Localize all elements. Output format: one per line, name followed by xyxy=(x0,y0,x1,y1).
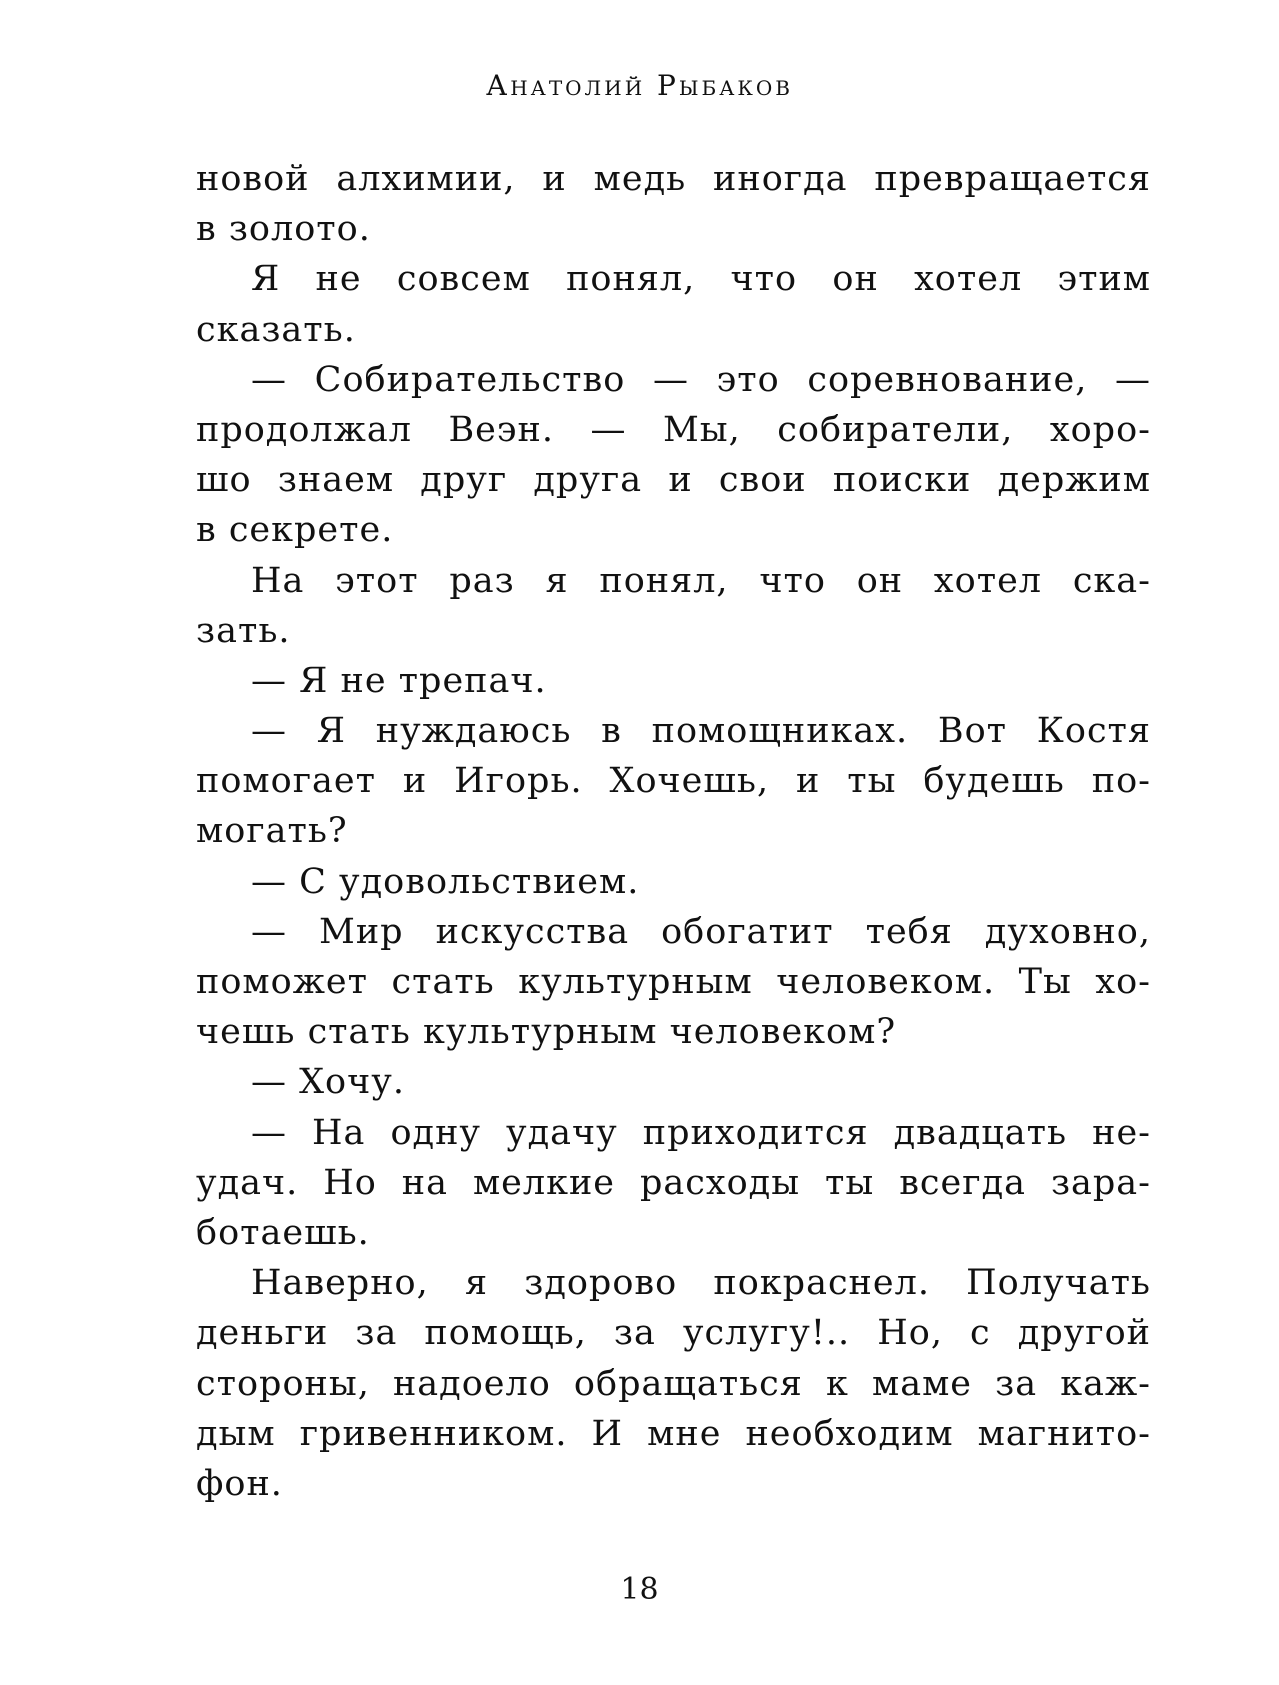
text-line: зать. xyxy=(196,610,291,651)
text-line: в секрете. xyxy=(196,510,394,551)
text-line: шо знаем друг друга и свои поиски держим xyxy=(196,460,1151,501)
text-line: фон. xyxy=(196,1463,283,1504)
running-head-author: Анатолий Рыбаков xyxy=(486,69,793,102)
text-line: поможет стать культурным человеком. Ты хо- xyxy=(196,962,1151,1002)
text-line: деньги за помощь, за услугу!.. Но, с другой xyxy=(196,1313,1151,1354)
text-line: ботаешь. xyxy=(196,1212,370,1253)
text-line: — Собирательство — это соревнование, — xyxy=(251,359,1151,400)
text-line: На этот раз я понял, что он хотел ска- xyxy=(251,560,1151,601)
text-line: помогает и Игорь. Хочешь, и ты будешь по- xyxy=(196,761,1151,802)
text-line: — Я не трепач. xyxy=(251,660,547,701)
text-line: могать? xyxy=(196,811,348,852)
text-line: — Я нуждаюсь в помощниках. Вот Костя xyxy=(251,711,1151,752)
text-line: в золото. xyxy=(196,209,371,250)
body-text xyxy=(196,154,1151,1509)
page-number: 18 xyxy=(620,1572,659,1607)
text-line: — С удовольствием. xyxy=(251,861,640,902)
text-line: дым гривенником. И мне необходим магнито- xyxy=(196,1413,1151,1454)
text-line: Наверно, я здорово покраснел. Получать xyxy=(251,1263,1151,1304)
text-line: сказать. xyxy=(196,309,356,350)
text-line: стороны, надоело обращаться к маме за каж- xyxy=(196,1363,1151,1404)
text-line: — Мир искусства обогатит тебя духовно, xyxy=(251,911,1151,952)
text-line: Я не совсем понял, что он хотел этим xyxy=(251,259,1151,300)
text-line: — Хочу. xyxy=(251,1062,405,1103)
text-line: чешь стать культурным человеком? xyxy=(196,1012,897,1053)
text-line: новой алхимии, и медь иногда превращается xyxy=(196,159,1151,199)
text-line: удач. Но на мелкие расходы ты всегда зара- xyxy=(196,1162,1151,1203)
text-line: продолжал Веэн. — Мы, собиратели, хоро- xyxy=(196,409,1151,450)
text-line: — На одну удачу приходится двадцать не- xyxy=(251,1112,1151,1153)
